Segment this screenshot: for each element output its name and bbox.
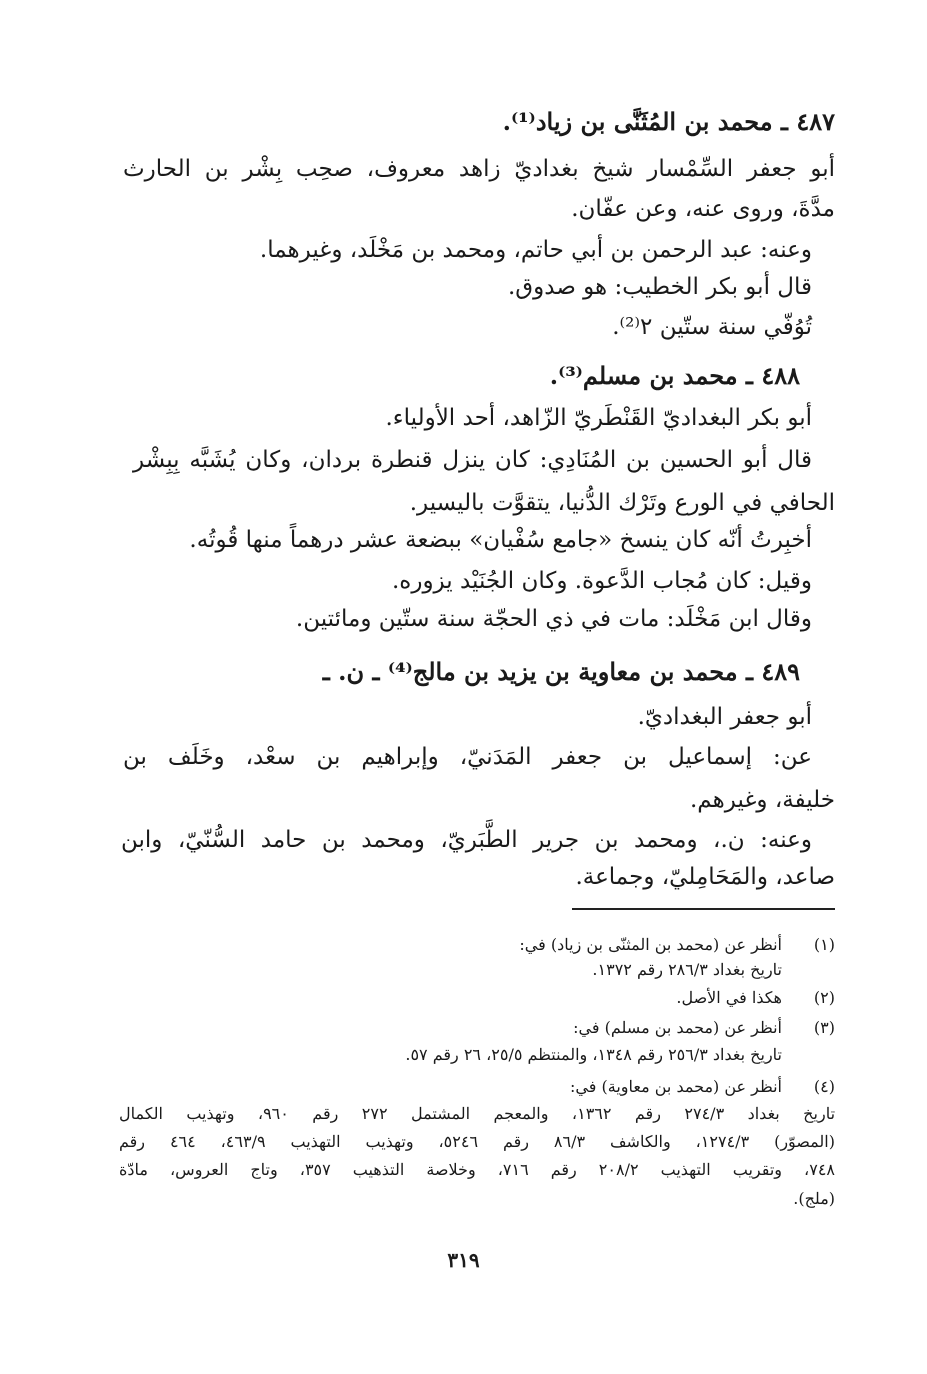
footnote-line: تاريخ بغداد ٢٧٤/٣ رقم ١٣٦٢، والمعجم المشتمل ٢٧٢ رقم ٩٦٠، وتهذيب الكمال xyxy=(119,1104,836,1123)
entry-line: وعنه: عبد الرحمن بن أبي حاتم، ومحمد بن مَخْلَد، وغيرهما. xyxy=(259,237,812,263)
entry-heading-487: ٤٨٧ ـ محمد بن المُثَنَّى بن زياد⁽¹⁾. xyxy=(502,107,835,136)
footnote-line: أنظر عن (محمد بن المثنّى بن زياد) في: xyxy=(519,935,782,954)
entry-line: مدَّةَ، وروى عنه، وعن عفّان. xyxy=(571,196,835,222)
entry-line: خليفة، وغيرهم. xyxy=(690,787,835,813)
footnote-line: (ملج). xyxy=(793,1189,835,1208)
entry-line: عن: إسماعيل بن جعفر المَدَنيّ، وإبراهيم بن سعْد، وخَلَف بن xyxy=(123,744,812,770)
entry-line: أبو بكر البغداديّ القَنْطَريّ الزّاهد، أحد الأولياء. xyxy=(385,405,812,431)
entry-line: أبو جعفر البغداديّ. xyxy=(637,704,812,730)
footnote-line: أنظر عن (محمد بن معاوية) في: xyxy=(570,1077,782,1096)
entry-heading-489: ٤٨٩ ـ محمد بن معاوية بن يزيد بن مالج⁽⁴⁾ ـ ن. ـ xyxy=(322,657,800,686)
footnote-line: تاريخ بغداد ٢٨٦/٣ رقم ١٣٧٢. xyxy=(592,960,782,979)
footnote-number: (٣) xyxy=(813,1018,835,1037)
entry-line: وعنه: ن.، ومحمد بن جرير الطَّبَريّ، ومحمد بن حامد السُّنّيّ، وابن xyxy=(121,827,812,853)
entry-line: أخبِرتُ أنّه كان ينسخ «جامع سُفْيان» ببضعة عشر درهماً منها قُوتُه. xyxy=(189,527,812,553)
footnote-line: أنظر عن (محمد بن مسلم) في: xyxy=(573,1018,782,1037)
footnote-separator xyxy=(572,908,835,910)
entry-line: وقيل: كان مُجاب الدَّعوة. وكان الجُنَيْد يزوره. xyxy=(391,568,812,594)
footnote-number: (١) xyxy=(813,935,835,954)
page-number: ٣١٩ xyxy=(447,1248,480,1272)
footnote-line: (المصوّر) ١٢٧٤/٣، والكاشف ٨٦/٣ رقم ٥٢٤٦، وتهذيب التهذيب ٤٦٣/٩، ٤٦٤ رقم xyxy=(119,1132,835,1151)
entry-line: قال أبو الحسين بن المُنَادِي: كان ينزل قنطرة بردان، وكان يُشَبَّه بِبِشْر xyxy=(133,447,812,473)
entry-heading-488: ٤٨٨ ـ محمد بن مسلم⁽³⁾. xyxy=(549,361,800,390)
footnote-number: (٢) xyxy=(813,988,835,1007)
entry-line: تُوُفّي سنة ستّين ٢⁽²⁾. xyxy=(612,314,812,340)
footnote-line: ٧٤٨، وتقريب التهذيب ٢٠٨/٢ رقم ٧١٦، وخلاصة التذهيب ٣٥٧، وتاج العروس، مادّة xyxy=(119,1160,836,1179)
footnote-number: (٤) xyxy=(813,1077,835,1096)
entry-line: أبو جعفر السِّمْسار شيخ بغداديّ زاهد معروف، صحِب بِشْر بن الحارث xyxy=(123,156,835,182)
entry-line: قال أبو بكر الخطيب: هو صدوق. xyxy=(508,274,812,300)
entry-line: وقال ابن مَخْلَد: مات في ذي الحجّة سنة ستّين ومائتين. xyxy=(295,606,812,632)
entry-line: صاعد، والمَحَامِليّ، وجماعة. xyxy=(575,864,835,890)
footnote-line: هكذا في الأصل. xyxy=(676,988,782,1007)
entry-line: الحافي في الورع وتَرْك الدُّنيا، يتقوَّت باليسير. xyxy=(409,490,835,516)
footnote-line: تاريخ بغداد ٢٥٦/٣ رقم ١٣٤٨، والمنتظم ٢٥/٥، ٢٦ رقم ٥٧. xyxy=(405,1045,782,1064)
